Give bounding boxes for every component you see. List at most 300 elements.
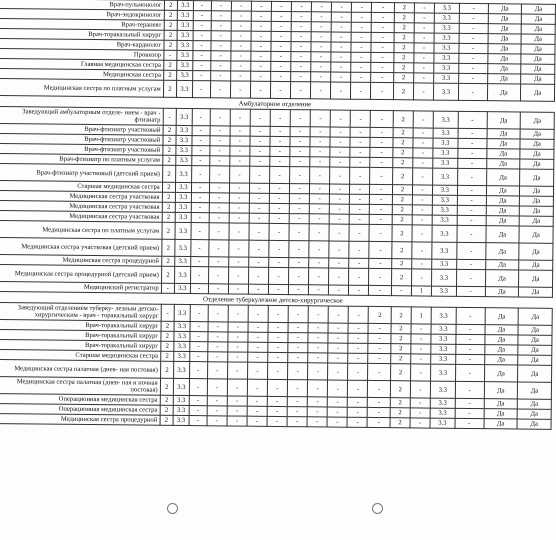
table-cell: - [349,224,369,241]
table-cell: - [413,128,433,138]
table-cell: - [308,333,328,343]
table-cell: - [229,193,249,203]
table-cell: - [191,203,209,213]
table-cell: - [371,52,393,62]
position-name: Медицинская сестра участковая (детский прием) [0,237,162,256]
table-cell: - [348,407,368,417]
table-cell: - [251,11,271,21]
table-cell: - [412,185,432,195]
table-cell: - [348,343,368,353]
table-cell: Да [519,287,553,297]
table-cell: - [308,306,328,323]
table-cell: - [455,398,484,408]
table-cell: - [331,32,351,42]
table-cell: 3.3 [174,321,190,331]
table-cell: - [457,205,486,215]
table-cell: Да [485,270,519,287]
table-cell: - [459,33,488,43]
table-cell: 2 [161,321,175,331]
table-cell: 1 [411,286,431,296]
table-cell: - [191,213,209,223]
table-cell: Да [487,64,521,74]
table-cell: 3.3 [434,53,459,63]
table-cell: 2 [163,125,177,135]
table-cell: - [193,41,211,51]
table-cell: - [230,126,250,136]
table-cell: Да [486,216,520,226]
table-cell: 3.3 [434,63,459,73]
table-cell: - [193,1,211,11]
position-name: Главная медицинская сестра [0,59,164,71]
table-cell: - [207,342,227,352]
table-cell: 3.3 [177,80,193,97]
table-cell: - [332,12,352,22]
table-cell: - [249,240,269,257]
table-cell: 3.3 [173,405,189,415]
table-cell: 3.3 [175,192,191,202]
table-cell: - [411,334,431,344]
table-cell: - [228,267,248,284]
table-cell: Да [487,139,521,149]
table-cell: - [413,158,433,168]
table-cell: 3.3 [431,354,456,364]
table-cell: - [228,257,248,267]
table-cell: - [192,136,210,146]
table-cell: 3.3 [177,60,193,70]
table-cell: 2 [162,165,176,182]
table-cell: Да [519,270,553,287]
table-cell: 2 [161,266,175,283]
table-cell: Да [517,409,551,419]
table-cell: 3.3 [434,3,459,13]
position-name: Врач-кардиолог [0,39,164,51]
table-cell: 2 [164,0,178,10]
table-cell: 3.3 [434,13,459,23]
table-cell: - [250,71,270,81]
table-cell: - [268,342,288,352]
table-cell: 2 [394,53,414,63]
table-cell: 3.3 [433,185,458,195]
table-cell: - [291,52,311,62]
table-cell: - [371,82,394,99]
table-cell: - [251,41,271,51]
table-cell: - [414,23,434,33]
position-name: Медицинская сестра процедурной [0,413,160,425]
table-cell: - [309,241,329,258]
table-cell: 2 [393,83,413,100]
table-cell: Да [487,84,521,101]
table-cell: - [227,379,247,396]
table-cell: Да [487,129,521,139]
table-cell: 2 [391,344,411,354]
table-cell: - [290,110,310,127]
table-cell: - [269,193,289,203]
table-cell: - [291,82,311,99]
table-cell: Да [518,308,552,325]
table-cell: - [351,32,371,42]
table-cell: - [250,81,270,98]
position-name: Медицинская сестра процедурной [0,254,161,266]
table-cell: - [310,137,330,147]
table-cell: - [210,81,230,98]
table-cell: - [331,62,351,72]
table-cell: Да [519,243,553,260]
position-name: Медицинская сестра по платным услугам [0,79,163,98]
table-cell: - [457,215,486,225]
table-cell: - [327,407,347,417]
table-cell: Да [486,226,520,243]
table-cell: 3.3 [434,73,459,83]
table-cell: - [190,332,208,342]
table-cell: - [328,353,348,363]
table-cell: - [291,62,311,72]
table-cell: - [290,157,310,167]
table-cell: - [249,257,269,267]
table-cell: - [309,258,329,268]
table-cell: - [211,41,231,51]
table-cell: - [457,168,486,185]
table-cell: - [250,156,270,166]
table-cell: - [287,397,307,407]
table-cell: 3.3 [431,324,456,334]
table-cell: - [330,184,350,194]
table-cell: - [230,61,250,71]
table-cell: - [189,362,207,379]
table-cell: Да [486,243,520,260]
table-cell: 3.3 [432,225,457,242]
table-cell: - [308,343,328,353]
table-cell: - [269,213,289,223]
position-name: Врач-торакальный хирург [0,329,161,341]
table-cell: Да [521,24,555,34]
table-cell: - [249,193,269,203]
table-cell: 2 [160,351,174,361]
table-cell: 3.3 [176,155,192,165]
punch-hole [167,503,178,514]
table-cell: 3.3 [177,20,193,30]
table-cell: - [371,42,393,52]
table-cell: - [290,147,310,157]
table-cell: 3.3 [176,135,192,145]
table-cell: - [412,225,432,242]
table-cell: - [211,21,231,31]
table-cell: - [161,283,175,293]
table-cell: - [331,52,351,62]
table-cell: - [164,50,178,60]
table-cell: - [190,284,208,294]
table-cell: - [348,353,368,363]
table-cell: - [455,364,484,381]
table-cell: - [368,333,390,343]
table-cell: - [328,397,348,407]
table-cell: - [370,157,392,167]
table-cell: 2 [394,13,414,23]
table-cell: - [459,13,488,23]
table-cell: 3.3 [430,418,455,428]
table-cell: - [287,407,307,417]
table-cell: - [328,380,348,397]
table-cell: - [270,156,290,166]
section-title: Отделение туберкулезное детско-хирургическое [0,291,552,308]
table-cell: - [209,156,229,166]
position-name: Врач-торакальный хирург [0,29,164,41]
table-cell: 3.3 [176,182,192,192]
table-cell: Да [518,355,552,365]
table-cell: - [270,81,290,98]
table-cell: - [189,352,207,362]
table-cell: - [308,353,328,363]
table-cell: Да [520,186,554,196]
table-cell: 2 [392,168,412,185]
table-cell: - [231,11,251,21]
table-cell: 3.3 [176,145,192,155]
table-cell: - [414,73,434,83]
table-cell: Да [522,4,556,14]
table-cell: 3.3 [430,381,455,398]
table-cell: 3.3 [430,398,455,408]
table-cell: - [210,61,230,71]
table-cell: 3.3 [431,334,456,344]
table-cell: - [309,204,329,214]
table-cell: - [310,167,330,184]
table-cell: 1 [411,307,431,324]
table-cell: 2 [160,341,174,351]
table-cell: - [271,61,291,71]
table-cell: - [189,396,207,406]
table-cell: - [229,213,249,223]
table-cell: - [249,213,269,223]
table-cell: - [211,31,231,41]
table-cell: - [191,240,209,257]
table-cell: Да [485,287,519,297]
position-name: Медицинская сестра участковая [0,200,162,212]
table-cell: - [310,147,330,157]
table-cell: 2 [163,70,177,80]
table-cell: Да [520,149,554,159]
table-cell: - [228,342,248,352]
table-cell: - [307,417,327,427]
table-cell: - [190,257,208,267]
table-cell: 3.3 [177,50,193,60]
table-cell: 2 [393,148,413,158]
table-cell: Да [488,14,522,24]
table-cell: - [349,241,369,258]
table-cell: - [270,146,290,156]
table-cell: - [190,342,208,352]
table-cell: - [268,305,288,322]
position-name: Врач-торакальный хирург [0,339,161,351]
table-cell: - [227,406,247,416]
table-cell: - [249,223,269,240]
table-cell: 2 [162,212,176,222]
table-cell: Да [485,308,519,325]
table-cell: 2 [394,23,414,33]
table-cell: - [267,416,287,426]
table-cell: 2 [163,145,177,155]
table-cell: - [251,61,271,71]
position-name: Медицинская сестра участковая [0,190,162,202]
table-cell: - [231,41,251,51]
table-cell: - [207,396,227,406]
table-cell: Да [518,365,552,382]
table-cell: - [311,22,331,32]
table-cell: - [459,43,488,53]
table-cell: Да [484,409,518,419]
position-name: Врач-терапевт [0,19,164,31]
table-cell: - [413,138,433,148]
table-cell: - [411,354,431,364]
table-cell: - [457,195,486,205]
table-cell: 2 [164,30,178,40]
table-cell: - [249,166,269,183]
table-cell: 3.3 [177,40,193,50]
table-cell: - [414,63,434,73]
table-cell: - [210,136,230,146]
table-cell: - [190,267,208,284]
table-cell: 2 [390,381,410,398]
table-cell: - [310,184,330,194]
table-cell: Да [521,34,555,44]
table-cell: - [207,416,227,426]
table-cell: Да [521,74,555,84]
position-name: Операционная медицинская сестра [0,403,160,415]
table-cell: - [189,379,207,396]
table-cell: - [190,322,208,332]
table-cell: - [163,108,177,125]
position-name: Врач-фтизиатр по платным услугам [0,153,163,165]
table-cell: - [458,83,487,100]
table-cell: 3.3 [433,158,458,168]
table-cell: - [267,379,287,396]
table-cell: Да [485,335,519,345]
table-cell: - [310,194,330,204]
table-cell: - [348,323,368,333]
table-cell: - [251,1,271,11]
table-cell: - [210,109,230,126]
table-cell: - [209,213,229,223]
table-cell: 2 [160,361,174,378]
table-cell: - [350,167,370,184]
table-cell: - [350,184,370,194]
position-name: Провизор [0,49,164,61]
position-name: Врач-эндокринолог [0,9,164,21]
table-cell: 2 [391,324,411,334]
table-cell: 2 [392,225,412,242]
position-name: Медицинская сестра палатная (днев- ная и ночная постовая) [0,376,160,395]
table-cell: - [330,137,350,147]
table-cell: - [248,322,268,332]
table-cell: 2 [390,398,410,408]
table-cell: 3.3 [176,108,192,125]
table-cell: - [328,323,348,333]
table-cell: - [289,194,309,204]
table-cell: - [458,111,487,128]
table-cell: 2 [390,408,410,418]
table-cell: 2 [390,418,410,428]
table-cell: - [249,183,269,193]
table-cell: - [309,268,329,285]
table-cell: Да [517,419,551,429]
table-cell: - [192,61,210,71]
table-cell: 3.3 [433,128,458,138]
table-cell: - [287,380,307,397]
table-cell: 2 [163,60,177,70]
table-cell: - [414,53,434,63]
table-cell: - [327,417,347,427]
table-cell: - [328,363,348,380]
table-cell: Да [485,260,519,270]
table-cell: - [329,224,349,241]
table-cell: 2 [391,307,411,324]
table-cell: - [210,71,230,81]
table-cell: 3.3 [431,364,456,381]
table-cell: - [288,363,308,380]
table-cell: - [410,418,430,428]
table-cell: - [332,2,352,12]
table-cell: - [193,51,211,61]
table-cell: - [371,127,393,137]
table-cell: - [311,12,331,22]
table-cell: - [311,72,331,82]
table-cell: - [456,286,485,296]
table-cell: - [311,82,331,99]
table-cell: - [458,73,487,83]
table-cell: - [369,241,392,258]
table-cell: 3.3 [174,361,190,378]
position-name: Врач-фтизиатр участковый [0,133,163,145]
table-cell: 3.3 [177,0,193,10]
table-cell: - [231,31,251,41]
table-cell: - [329,285,349,295]
table-cell: - [455,344,484,354]
table-cell: 3.3 [177,70,193,80]
table-cell: - [455,354,484,364]
table-cell: Да [484,419,518,429]
table-cell: - [412,259,432,269]
table-cell: - [208,305,228,322]
position-name: Врач-пульмонолог [0,0,164,10]
table-cell: 2 [394,63,414,73]
table-cell: - [229,166,249,183]
table-cell: 2 [164,10,178,20]
table-cell: - [410,398,430,408]
table-cell: 2 [394,3,414,13]
table-cell: - [412,242,432,259]
table-cell: - [350,127,370,137]
table-cell: - [247,362,267,379]
table-cell: 3.3 [434,33,459,43]
table-cell: - [207,362,227,379]
table-cell: - [209,203,229,213]
table-cell: - [349,285,369,295]
table-cell: 2 [392,215,412,225]
table-cell: 2 [164,40,178,50]
table-cell: - [289,214,309,224]
table-cell: - [348,306,368,323]
table-cell: - [208,284,228,294]
table-cell: - [271,11,291,21]
table-cell: Да [484,355,518,365]
position-name: Заведующий амбулаторным отделе- нием - врач - фтизиатр [0,106,163,125]
table-cell: - [369,258,391,268]
table-cell: - [456,334,485,344]
table-cell: - [291,2,311,12]
table-cell: - [456,242,485,259]
table-cell: - [458,63,487,73]
table-cell: - [227,416,247,426]
table-cell: - [189,406,207,416]
position-name: Медицинская сестра по платным услугам [0,220,162,239]
